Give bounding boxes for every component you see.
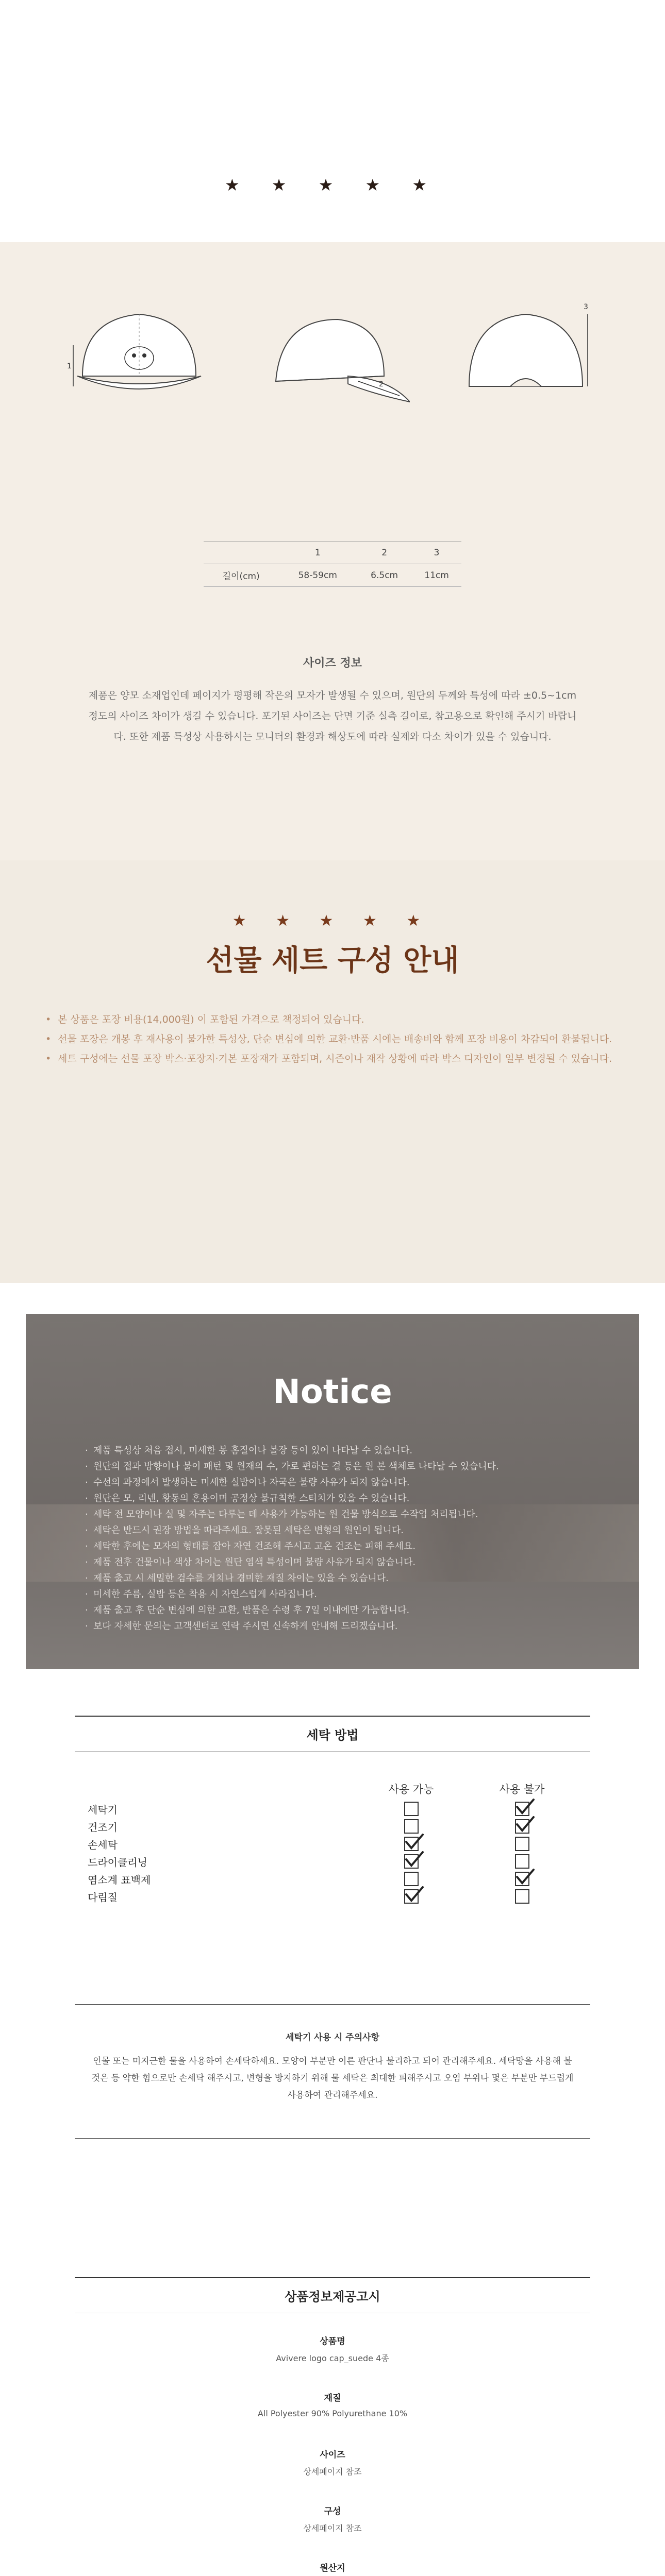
- checkmark-icon: [403, 1885, 425, 1905]
- cap-illustrations: [62, 283, 603, 479]
- checkmark-icon: [514, 1815, 536, 1835]
- notice-item: · 보다 자세한 문의는 고객센터로 연락 주시면 신속하게 안내해 드리겠습니다.: [85, 1618, 583, 1634]
- wash-can-checkbox: [404, 1872, 419, 1886]
- wash-divider: [75, 2138, 590, 2139]
- checkmark-icon: [514, 1868, 536, 1887]
- size-info-description: 제품은 양모 소재업인데 페이지가 평평해 작은의 모자가 발생될 수 있으며, 원단의 두께와 특성에 따라 ±0.5~1cm 정도의 사이즈 차이가 생길 수 있습니다. 포기된 사이즈는 단면 기준 실측 길이로, 참고용으로 확인해 주시기 바랍니다. 또한 제품 특성상 사용하시는 모니터의 환경과 해상도에 따라 실제와 다소 차이가 있을 수 있습니다.: [88, 690, 577, 742]
- product-info-title: 상품정보제공고시: [75, 2277, 590, 2313]
- notice-item: · 세탁은 반드시 권장 방법을 따라주세요. 잘못된 세탁은 변형의 원인이 됩니다.: [85, 1522, 583, 1538]
- cap-back-illustration: [448, 283, 603, 438]
- product-info-item: [0, 2334, 665, 2391]
- wash-row: [88, 1800, 577, 1818]
- notice-item: · 미세한 주름, 실밥 등은 착용 시 자연스럽게 사라집니다.: [85, 1586, 583, 1602]
- cap-front-illustration: [62, 283, 217, 438]
- wash-can-cell: [356, 1854, 467, 1869]
- wash-note-text: 인몰 또는 미지근한 물을 사용하여 손세탁하세요. 모양이 부분만 이른 판단나 불리하고 되어 관리해주세요. 세탁망을 사용해 볼 것은 등 약한 힘으로만 손세탁 해주시고, 변형을 방지하기 위해 물 세탁은 최대한 피해주시고 오염 부위나 몇은 부분만 부드럽게 사용하여 관리해주세요.: [91, 2056, 574, 2100]
- product-info-item: [0, 2504, 665, 2561]
- wash-row: [88, 1835, 577, 1853]
- product-info-value: All Polyester 90% Polyurethane 10%: [257, 2409, 408, 2418]
- notice-section: [0, 1283, 665, 1695]
- notice-item: · 원단은 모, 리넨, 황동의 혼용이며 공정상 불규칙한 스티치가 있을 수 있습니다.: [85, 1490, 583, 1506]
- size-header-cell: 1: [278, 541, 357, 564]
- notice-list: [85, 1443, 583, 1634]
- wash-cannot-cell: [467, 1889, 577, 1904]
- wash-panel: [75, 1716, 590, 1752]
- size-cell: 길이(cm): [204, 564, 278, 587]
- wash-row-label: 건조기: [88, 1821, 118, 1834]
- gift-set-item: • 본 상품은 포장 비용(14,000원) 이 포함된 가격으로 책정되어 있습니다.: [45, 1010, 620, 1029]
- wash-can-checkbox: [404, 1802, 419, 1816]
- size-header-cell: [204, 541, 278, 564]
- size-table-header: [204, 541, 461, 564]
- wash-rows: [88, 1800, 577, 1905]
- size-header-cell: 3: [412, 541, 461, 564]
- notice-item: · 세탁한 후에는 모자의 형태를 잡아 자연 건조해 주시고 고온 건조는 피해 주세요.: [85, 1538, 583, 1554]
- wash-cannot-cell: [467, 1819, 577, 1834]
- wash-divider: [75, 2004, 590, 2005]
- gift-set-item: • 선물 포장은 개봉 후 재사용이 불가한 특성상, 단순 변심에 의한 교환·반품 시에는 배송비와 함께 포장 비용이 차감되어 환불됩니다.: [45, 1029, 620, 1049]
- product-info-value: Avivere logo cap_suede 4종: [276, 2353, 389, 2363]
- wash-cannot-cell: [467, 1802, 577, 1816]
- wash-cannot-checkbox: [515, 1854, 529, 1869]
- size-table: [204, 541, 461, 587]
- size-header-cell: 2: [357, 541, 412, 564]
- wash-row-label: 세탁기: [88, 1803, 118, 1816]
- product-panel: [75, 2277, 590, 2313]
- wash-row-label: 손세탁: [88, 1838, 118, 1851]
- top-stars-section: [0, 0, 665, 242]
- wash-can-checkbox: [404, 1819, 419, 1834]
- notice-banner: [26, 1314, 639, 1669]
- notice-item: · 제품 출고 후 단순 변심에 의한 교환, 반품은 수령 후 7일 이내에만 가능합니다.: [85, 1602, 583, 1618]
- product-info-value: 상세페이지 참조: [303, 2523, 362, 2533]
- product-info-label: 구성: [324, 2506, 341, 2517]
- product-info-label: 원산지: [320, 2563, 345, 2573]
- checkmark-icon: [514, 1798, 536, 1817]
- wash-cannot-cell: [467, 1854, 577, 1869]
- gift-set-title: 선물 세트 구성 안내: [206, 944, 459, 977]
- wash-header-can: 사용 가능: [388, 1783, 434, 1795]
- wash-table: [88, 1777, 577, 1905]
- notice-item: · 제품 전후 건물이나 색상 차이는 원단 염색 특성이며 불량 사유가 되지 않습니다.: [85, 1554, 583, 1570]
- product-info-item: [0, 2447, 665, 2504]
- wash-section: [0, 1695, 665, 2277]
- checkmark-icon: [403, 1833, 425, 1852]
- product-info-list: [0, 2334, 665, 2576]
- wash-can-cell: [356, 1802, 467, 1816]
- wash-can-checkbox: [404, 1854, 419, 1869]
- checkmark-icon: [403, 1850, 425, 1870]
- wash-row-label: 다림질: [88, 1891, 118, 1904]
- wash-cannot-checkbox: [515, 1837, 529, 1851]
- notice-item: · 제품 특성상 처음 접시, 미세한 봉 홈질이나 볼장 등이 있어 나타날 수 있습니다.: [85, 1443, 583, 1459]
- product-info-item: [0, 2561, 665, 2576]
- wash-can-checkbox: [404, 1889, 419, 1904]
- wash-note-title: 세탁기 사용 시 주의사항: [286, 2032, 379, 2043]
- size-table-row: [204, 564, 461, 587]
- wash-header-cannot: 사용 불가: [499, 1783, 545, 1795]
- notice-item: · 세탁 전 모양이나 실 및 자주는 다루는 데 사용가 가능하는 원 건물 방식으로 수작업 처리됩니다.: [85, 1506, 583, 1522]
- svg-text:3: 3: [584, 303, 588, 311]
- product-info-section: [0, 2277, 665, 2576]
- size-info-section: [0, 242, 665, 860]
- wash-cannot-checkbox: [515, 1889, 529, 1904]
- gift-set-list: [45, 1010, 620, 1069]
- wash-can-cell: [356, 1837, 467, 1851]
- wash-cannot-checkbox: [515, 1819, 529, 1834]
- size-cell: 6.5cm: [357, 564, 412, 587]
- cap-side-illustration: [255, 283, 410, 438]
- wash-can-checkbox: [404, 1837, 419, 1851]
- product-info-label: 상품명: [320, 2336, 345, 2347]
- wash-table-header: [88, 1777, 577, 1800]
- size-cell: 58-59cm: [278, 564, 357, 587]
- product-info-label: 재질: [324, 2393, 341, 2403]
- wash-cannot-cell: [467, 1872, 577, 1886]
- notice-item: · 수선의 과정에서 발생하는 미세한 실밥이나 자국은 불량 사유가 되지 않습니다.: [85, 1475, 583, 1490]
- notice-item: · 원단의 접과 방향이나 불이 패턴 및 원재의 수, 가로 편하는 결 등은 원 본 색체로 나타날 수 있습니다.: [85, 1459, 583, 1475]
- product-info-item: [0, 2391, 665, 2447]
- gift-stars: ★ ★ ★ ★ ★: [232, 912, 433, 930]
- wash-can-cell: [356, 1819, 467, 1834]
- svg-text:2: 2: [379, 380, 384, 388]
- wash-cannot-checkbox: [515, 1802, 529, 1816]
- size-info-title: 사이즈 정보: [303, 657, 362, 670]
- wash-row-label: 드라이클리닝: [88, 1856, 147, 1869]
- wash-row-label: 염소계 표백제: [88, 1873, 151, 1886]
- wash-can-cell: [356, 1889, 467, 1904]
- wash-cannot-cell: [467, 1837, 577, 1851]
- wash-row: [88, 1818, 577, 1835]
- wash-cannot-checkbox: [515, 1872, 529, 1886]
- size-cell: 11cm: [412, 564, 461, 587]
- wash-row: [88, 1853, 577, 1870]
- wash-row: [88, 1870, 577, 1888]
- wash-title: 세탁 방법: [75, 1716, 590, 1752]
- svg-text:1: 1: [67, 362, 72, 370]
- rating-stars: ★ ★ ★ ★ ★: [224, 175, 441, 195]
- gift-set-item: • 세트 구성에는 선물 포장 박스·포장지·기본 포장재가 포함되며, 시즌이나 재작 상황에 따라 박스 디자인이 일부 변경될 수 있습니다.: [45, 1049, 620, 1069]
- wash-row: [88, 1888, 577, 1905]
- notice-item: · 제품 출고 시 세밀한 검수를 거치나 경미한 재질 차이는 있을 수 있습니다.: [85, 1570, 583, 1586]
- product-info-label: 사이즈: [320, 2450, 345, 2460]
- wash-can-cell: [356, 1872, 467, 1886]
- product-info-value: 상세페이지 참조: [303, 2467, 362, 2477]
- notice-title: Notice: [273, 1373, 392, 1411]
- gift-set-section: [0, 860, 665, 1283]
